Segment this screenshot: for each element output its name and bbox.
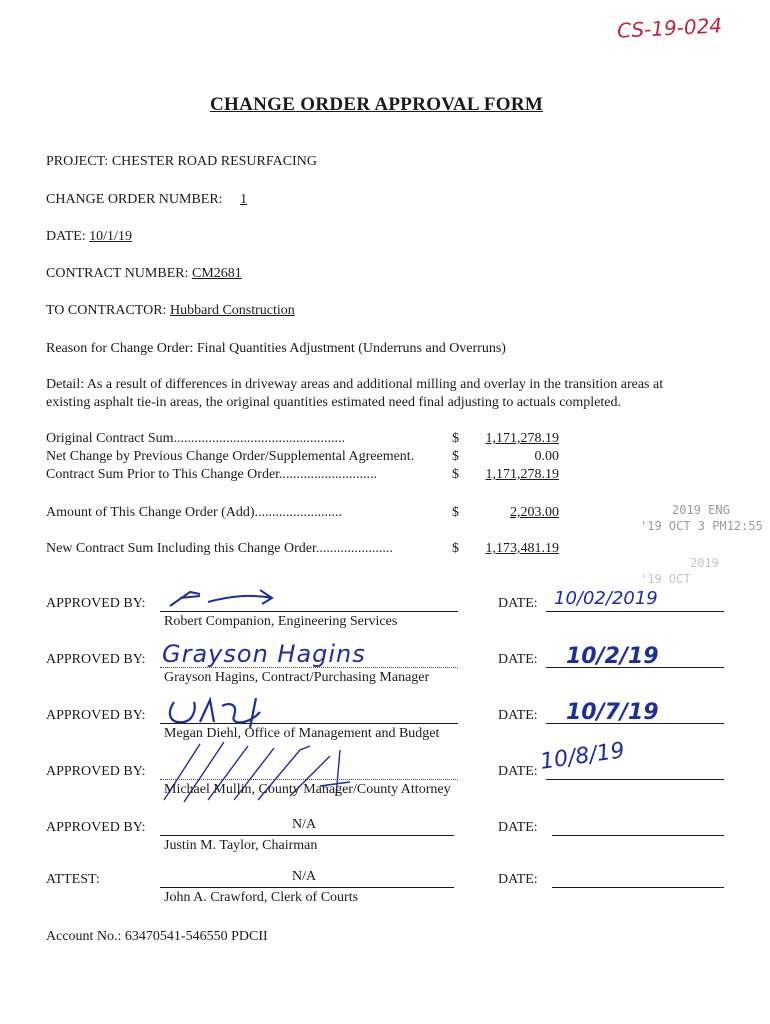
date-label: DATE:: [498, 872, 538, 887]
approved-by-label: APPROVED BY:: [46, 820, 146, 835]
megan-date: 10/7/19: [566, 700, 659, 725]
contract-number-row: [46, 266, 242, 282]
date-label: DATE:: [498, 708, 538, 723]
received-stamp-date: '19 OCT 3 PM12:55: [640, 519, 763, 533]
received-stamp: [672, 503, 730, 517]
date-label: DATE:: [498, 652, 538, 667]
approved-by-label: APPROVED BY:: [46, 764, 146, 779]
net-change-value: 0.00: [534, 449, 559, 464]
date-row: [46, 229, 132, 245]
stamp-line: 2019 ENG: [672, 503, 730, 517]
date-label: DATE:: [46, 229, 86, 244]
reason-text: Reason for Change Order: Final Quantities Adjustment (Underruns and Overruns): [46, 341, 506, 356]
received-stamp-faded: 2019: [690, 556, 719, 570]
detail-line-1: Detail: As a result of differences in driveway areas and additional milling and overlay in the transition areas at: [46, 377, 664, 392]
signature-line: [160, 887, 454, 888]
prior-sum-label: Contract Sum Prior to This Change Order............................: [46, 467, 378, 482]
attest-label: ATTEST:: [46, 872, 100, 887]
change-amount-label: Amount of This Change Order (Add).........................: [46, 505, 343, 520]
megan-name: Megan Diehl, Office of Management and Budget: [164, 726, 440, 741]
robert-signature: [160, 584, 280, 614]
change-amount-value: 2,203.00: [510, 505, 559, 520]
john-name: John A. Crawford, Clerk of Courts: [164, 890, 359, 905]
net-change-label: Net Change by Previous Change Order/Supplemental Agreement.: [46, 449, 415, 464]
approved-by-label: APPROVED BY:: [46, 652, 146, 667]
project-row: [46, 154, 317, 170]
robert-name: Robert Companion, Engineering Services: [164, 614, 398, 629]
currency-symbol: $: [452, 505, 459, 520]
john-value: N/A: [292, 869, 317, 884]
currency-symbol: $: [452, 431, 459, 446]
grayson-date: 10/2/19: [566, 644, 659, 669]
original-sum-label: Original Contract Sum.................................................: [46, 431, 346, 446]
change-order-label: CHANGE ORDER NUMBER:: [46, 192, 223, 207]
grayson-name: Grayson Hagins, Contract/Purchasing Manager: [164, 670, 430, 685]
michael-date: 10/8/19: [538, 738, 627, 775]
contract-number-value: CM2681: [191, 266, 242, 281]
approved-by-label: APPROVED BY:: [46, 596, 146, 611]
date-line: [546, 611, 724, 612]
document-id-handwritten: CS-19-024: [616, 13, 723, 43]
contractor-row: [46, 303, 295, 319]
date-line: [546, 779, 724, 780]
justin-name: Justin M. Taylor, Chairman: [164, 838, 318, 853]
detail-line-2: existing asphalt tie-in areas, the original quantities estimated need final adjusting to actuals completed.: [46, 395, 621, 410]
currency-symbol: $: [452, 467, 459, 482]
date-label: DATE:: [498, 820, 538, 835]
approved-by-label: APPROVED BY:: [46, 708, 146, 723]
robert-date: 10/02/2019: [554, 588, 658, 609]
michael-name: Michael Mullin, County Manager/County Attorney: [164, 782, 451, 797]
date-label: DATE:: [498, 596, 538, 611]
project-label: PROJECT:: [46, 154, 109, 169]
original-sum-value: 1,171,278.19: [485, 431, 559, 446]
new-sum-value: 1,173,481.19: [485, 541, 559, 556]
currency-symbol: $: [452, 449, 459, 464]
contractor-label: TO CONTRACTOR:: [46, 303, 167, 318]
signature-line: [160, 835, 454, 836]
justin-value: N/A: [292, 817, 317, 832]
page-title: CHANGE ORDER APPROVAL FORM: [210, 94, 544, 115]
account-number: Account No.: 63470541-546550 PDCII: [46, 929, 268, 944]
change-order-row: [46, 192, 247, 208]
contract-number-label: CONTRACT NUMBER:: [46, 266, 189, 281]
new-sum-label: New Contract Sum Including this Change Order......................: [46, 541, 393, 556]
change-order-value: 1: [240, 192, 248, 207]
date-line: [552, 887, 724, 888]
project-value: CHESTER ROAD RESURFACING: [111, 154, 317, 169]
date-line: [552, 835, 724, 836]
date-value: 10/1/19: [89, 229, 132, 244]
contractor-value: Hubbard Construction: [169, 303, 295, 318]
prior-sum-value: 1,171,278.19: [485, 467, 559, 482]
date-label: DATE:: [498, 764, 538, 779]
grayson-signature: Grayson Hagins: [162, 640, 366, 668]
currency-symbol: $: [452, 541, 459, 556]
received-stamp-faded-date: '19 OCT: [640, 572, 691, 586]
